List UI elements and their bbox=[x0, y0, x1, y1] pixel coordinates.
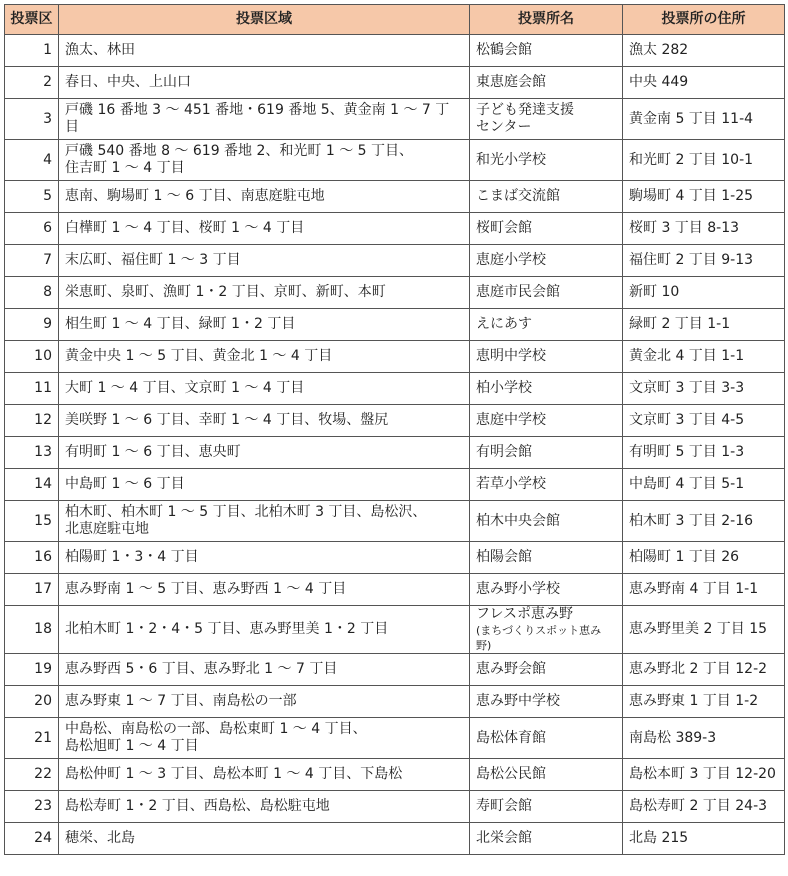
polling-place bbox=[470, 373, 623, 405]
polling-address: 黄金北 4 丁目 1-1 bbox=[623, 341, 785, 373]
polling-address: 桜町 3 丁目 8-13 bbox=[623, 213, 785, 245]
place-line: 寿町会館 bbox=[476, 798, 532, 814]
area-line: 島松旭町 1 ～ 4 丁目 bbox=[65, 738, 199, 754]
place-line: 和光小学校 bbox=[476, 151, 546, 168]
district-number: 15 bbox=[5, 501, 59, 542]
polling-address: 中央 449 bbox=[623, 67, 785, 99]
polling-place bbox=[470, 823, 623, 855]
district-number: 3 bbox=[5, 99, 59, 140]
polling-address: 緑町 2 丁目 1-1 bbox=[623, 309, 785, 341]
district-number: 12 bbox=[5, 405, 59, 437]
district-area bbox=[59, 181, 470, 213]
polling-place bbox=[470, 501, 623, 542]
polling-table bbox=[4, 4, 785, 855]
district-number: 5 bbox=[5, 181, 59, 213]
table-row bbox=[5, 213, 785, 245]
district-number: 16 bbox=[5, 542, 59, 574]
polling-address: 恵み野東 1 丁目 1-2 bbox=[623, 686, 785, 718]
table-row bbox=[5, 542, 785, 574]
polling-place bbox=[470, 140, 623, 181]
district-area bbox=[59, 35, 470, 67]
district-area bbox=[59, 686, 470, 718]
table-row bbox=[5, 140, 785, 181]
polling-place bbox=[470, 405, 623, 437]
district-area bbox=[59, 823, 470, 855]
district-area bbox=[59, 437, 470, 469]
district-area bbox=[59, 759, 470, 791]
header-area: 投票区域 bbox=[59, 5, 470, 35]
table-row bbox=[5, 791, 785, 823]
place-line: 恵庭中学校 bbox=[476, 412, 546, 428]
area-line: 住吉町 1 ～ 4 丁目 bbox=[65, 160, 185, 176]
table-row bbox=[5, 373, 785, 405]
area-line: 柏木町、柏木町 1 ～ 5 丁目、北柏木町 3 丁目、島松沢、 bbox=[65, 504, 427, 520]
district-area bbox=[59, 501, 470, 542]
polling-address: 柏木町 3 丁目 2-16 bbox=[623, 501, 785, 542]
district-area bbox=[59, 606, 470, 654]
area-line: 恵み野東 1 ～ 7 丁目、南島松の一部 bbox=[65, 693, 297, 709]
district-area bbox=[59, 277, 470, 309]
district-number: 13 bbox=[5, 437, 59, 469]
table-row bbox=[5, 437, 785, 469]
area-line: 島松仲町 1 ～ 3 丁目、島松本町 1 ～ 4 丁目、下島松 bbox=[65, 766, 403, 782]
district-number: 2 bbox=[5, 67, 59, 99]
polling-place bbox=[470, 35, 623, 67]
table-row bbox=[5, 245, 785, 277]
area-line: 末広町、福住町 1 ～ 3 丁目 bbox=[65, 252, 241, 268]
area-line: 漁太、林田 bbox=[65, 42, 135, 58]
place-line: 東恵庭会館 bbox=[476, 74, 546, 90]
place-line: 恵庭小学校 bbox=[476, 252, 546, 268]
district-area bbox=[59, 542, 470, 574]
district-area bbox=[59, 99, 470, 140]
place-line: 島松公民館 bbox=[476, 766, 546, 782]
polling-place bbox=[470, 341, 623, 373]
place-line: 恵み野会館 bbox=[476, 661, 546, 677]
polling-place bbox=[470, 437, 623, 469]
area-line: 恵み野西 5・6 丁目、恵み野北 1 ～ 7 丁目 bbox=[65, 661, 338, 677]
polling-place bbox=[470, 277, 623, 309]
district-number: 17 bbox=[5, 574, 59, 606]
district-area bbox=[59, 140, 470, 181]
table-row bbox=[5, 67, 785, 99]
area-line: 戸磯 540 番地 8 ～ 619 番地 2、和光町 1 ～ 5 丁目、 bbox=[65, 143, 414, 159]
table-row bbox=[5, 277, 785, 309]
area-line: 春日、中央、上山口 bbox=[65, 74, 191, 90]
area-line: 恵み野南 1 ～ 5 丁目、恵み野西 1 ～ 4 丁目 bbox=[65, 581, 347, 597]
district-area bbox=[59, 245, 470, 277]
area-line: 柏陽町 1・3・4 丁目 bbox=[65, 549, 199, 565]
table-row bbox=[5, 99, 785, 140]
district-number: 7 bbox=[5, 245, 59, 277]
area-line: 美咲野 1 ～ 6 丁目、幸町 1 ～ 4 丁目、牧場、盤尻 bbox=[65, 412, 389, 428]
district-area bbox=[59, 67, 470, 99]
district-number: 1 bbox=[5, 35, 59, 67]
district-number: 9 bbox=[5, 309, 59, 341]
header-row bbox=[5, 5, 785, 35]
district-number: 6 bbox=[5, 213, 59, 245]
header-place: 投票所名 bbox=[470, 5, 623, 35]
table-row bbox=[5, 35, 785, 67]
table-row bbox=[5, 718, 785, 759]
place-line: 恵み野中学校 bbox=[476, 693, 560, 709]
table-row bbox=[5, 405, 785, 437]
place-line: 島松体育館 bbox=[476, 729, 546, 746]
district-area bbox=[59, 718, 470, 759]
place-line: 柏小学校 bbox=[476, 380, 532, 396]
area-line: 大町 1 ～ 4 丁目、文京町 1 ～ 4 丁目 bbox=[65, 380, 305, 396]
polling-address: 黄金南 5 丁目 11-4 bbox=[623, 99, 785, 140]
place-line: 子ども発達支援 bbox=[476, 102, 574, 118]
district-number: 8 bbox=[5, 277, 59, 309]
district-area bbox=[59, 341, 470, 373]
district-area bbox=[59, 654, 470, 686]
polling-place bbox=[470, 245, 623, 277]
polling-address: 福住町 2 丁目 9-13 bbox=[623, 245, 785, 277]
place-line: センター bbox=[476, 119, 532, 135]
district-number: 23 bbox=[5, 791, 59, 823]
district-number: 11 bbox=[5, 373, 59, 405]
table-row bbox=[5, 181, 785, 213]
table-row bbox=[5, 823, 785, 855]
place-line: 若草小学校 bbox=[476, 476, 546, 492]
place-line: 恵庭市民会館 bbox=[476, 284, 560, 300]
area-line: 穂栄、北島 bbox=[65, 830, 135, 846]
area-line: 白樺町 1 ～ 4 丁目、桜町 1 ～ 4 丁目 bbox=[65, 220, 305, 236]
district-area bbox=[59, 213, 470, 245]
polling-address: 柏陽町 1 丁目 26 bbox=[623, 542, 785, 574]
district-area bbox=[59, 469, 470, 501]
polling-place bbox=[470, 213, 623, 245]
polling-place bbox=[470, 574, 623, 606]
area-line: 戸磯 16 番地 3 ～ 451 番地・619 番地 5、黄金南 1 ～ 7 丁目 bbox=[65, 102, 450, 135]
district-area bbox=[59, 574, 470, 606]
polling-place bbox=[470, 469, 623, 501]
table-row bbox=[5, 341, 785, 373]
district-number: 14 bbox=[5, 469, 59, 501]
area-line: 中島町 1 ～ 6 丁目 bbox=[65, 476, 185, 492]
polling-place bbox=[470, 686, 623, 718]
place-line: こまば交流館 bbox=[476, 188, 560, 204]
place-line: 桜町会館 bbox=[476, 220, 532, 236]
polling-address: 南島松 389-3 bbox=[623, 718, 785, 759]
place-line: 有明会館 bbox=[476, 444, 532, 460]
area-line: 栄恵町、泉町、漁町 1・2 丁目、京町、新町、本町 bbox=[65, 284, 386, 300]
polling-address: 恵み野里美 2 丁目 15 bbox=[623, 606, 785, 654]
place-subtitle: (まちづくりスポット恵み野) bbox=[476, 624, 602, 652]
district-area bbox=[59, 373, 470, 405]
polling-address: 有明町 5 丁目 1-3 bbox=[623, 437, 785, 469]
header-district-no: 投票区 bbox=[5, 5, 59, 35]
table-row bbox=[5, 606, 785, 654]
polling-place bbox=[470, 542, 623, 574]
polling-address: 新町 10 bbox=[623, 277, 785, 309]
district-number: 18 bbox=[5, 606, 59, 654]
table-row bbox=[5, 686, 785, 718]
area-line: 北恵庭駐屯地 bbox=[65, 521, 149, 537]
header-address: 投票所の住所 bbox=[623, 5, 785, 35]
table-row bbox=[5, 469, 785, 501]
district-area bbox=[59, 791, 470, 823]
district-area bbox=[59, 405, 470, 437]
polling-place bbox=[470, 99, 623, 140]
table-row bbox=[5, 574, 785, 606]
polling-address: 中島町 4 丁目 5-1 bbox=[623, 469, 785, 501]
polling-place bbox=[470, 654, 623, 686]
polling-address: 恵み野南 4 丁目 1-1 bbox=[623, 574, 785, 606]
polling-address: 和光町 2 丁目 10-1 bbox=[623, 140, 785, 181]
polling-address: 漁太 282 bbox=[623, 35, 785, 67]
polling-address: 恵み野北 2 丁目 12-2 bbox=[623, 654, 785, 686]
polling-address: 文京町 3 丁目 3-3 bbox=[623, 373, 785, 405]
polling-place bbox=[470, 309, 623, 341]
place-line: 松鶴会館 bbox=[476, 42, 532, 58]
polling-address: 文京町 3 丁目 4-5 bbox=[623, 405, 785, 437]
polling-address: 駒場町 4 丁目 1-25 bbox=[623, 181, 785, 213]
table-row bbox=[5, 654, 785, 686]
place-line: 柏陽会館 bbox=[476, 549, 532, 565]
area-line: 恵南、駒場町 1 ～ 6 丁目、南恵庭駐屯地 bbox=[65, 188, 325, 204]
area-line: 黄金中央 1 ～ 5 丁目、黄金北 1 ～ 4 丁目 bbox=[65, 348, 333, 364]
place-line: えにあす bbox=[476, 316, 532, 332]
polling-place bbox=[470, 791, 623, 823]
table-row bbox=[5, 309, 785, 341]
district-number: 21 bbox=[5, 718, 59, 759]
district-number: 24 bbox=[5, 823, 59, 855]
polling-place bbox=[470, 759, 623, 791]
district-area bbox=[59, 309, 470, 341]
district-number: 19 bbox=[5, 654, 59, 686]
polling-place bbox=[470, 718, 623, 759]
place-line: 柏木中央会館 bbox=[476, 512, 560, 529]
polling-place bbox=[470, 181, 623, 213]
place-line: 北栄会館 bbox=[476, 830, 532, 846]
area-line: 島松寿町 1・2 丁目、西島松、島松駐屯地 bbox=[65, 798, 330, 814]
table-row bbox=[5, 501, 785, 542]
place-line: 恵み野小学校 bbox=[476, 581, 560, 597]
table-row bbox=[5, 759, 785, 791]
area-line: 有明町 1 ～ 6 丁目、恵央町 bbox=[65, 444, 241, 460]
area-line: 相生町 1 ～ 4 丁目、緑町 1・2 丁目 bbox=[65, 316, 296, 332]
area-line: 中島松、南島松の一部、島松東町 1 ～ 4 丁目、 bbox=[65, 721, 367, 737]
district-number: 4 bbox=[5, 140, 59, 181]
polling-address: 北島 215 bbox=[623, 823, 785, 855]
place-line: フレスポ恵み野 bbox=[476, 606, 574, 622]
polling-address: 島松寿町 2 丁目 24-3 bbox=[623, 791, 785, 823]
polling-place bbox=[470, 606, 623, 654]
district-number: 20 bbox=[5, 686, 59, 718]
polling-place bbox=[470, 67, 623, 99]
district-number: 22 bbox=[5, 759, 59, 791]
polling-address: 島松本町 3 丁目 12-20 bbox=[623, 759, 785, 791]
area-line: 北柏木町 1・2・4・5 丁目、恵み野里美 1・2 丁目 bbox=[65, 621, 389, 637]
district-number: 10 bbox=[5, 341, 59, 373]
place-line: 恵明中学校 bbox=[476, 348, 546, 364]
